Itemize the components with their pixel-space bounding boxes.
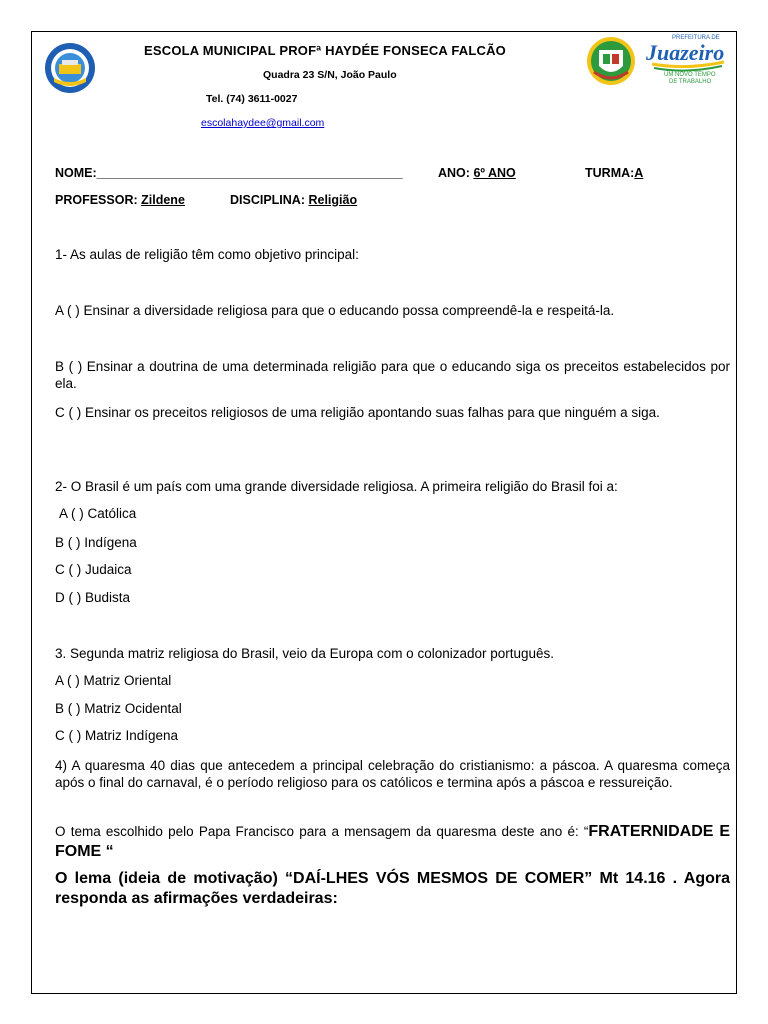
q3-option-b[interactable]: B ( ) Matriz Ocidental xyxy=(55,701,182,716)
school-name: ESCOLA MUNICIPAL PROFª HAYDÉE FONSECA FALCÃO xyxy=(144,43,506,58)
school-logo xyxy=(44,42,96,94)
q2-option-d[interactable]: D ( ) Budista xyxy=(55,590,131,605)
year-value: 6º ANO xyxy=(473,166,516,180)
year-field xyxy=(438,166,516,180)
q2-option-c[interactable]: C ( ) Judaica xyxy=(55,562,132,577)
city-brand-logo xyxy=(644,30,728,86)
subject-field xyxy=(230,193,357,207)
q4-theme xyxy=(55,822,730,862)
q1-prompt: 1- As aulas de religião têm como objetivo principal: xyxy=(55,247,359,262)
city-brand-name: Juazeiro xyxy=(646,40,725,65)
q3-option-a[interactable]: A ( ) Matriz Oriental xyxy=(55,673,172,688)
teacher-field xyxy=(55,193,185,207)
name-line[interactable] xyxy=(55,166,403,180)
q1-option-b[interactable]: B ( ) Ensinar a doutrina de uma determinada religião para que o educando siga os preceitos estabelecidos por ela. xyxy=(55,359,730,391)
teacher-value: Zildene xyxy=(141,193,185,207)
name-blank[interactable]: ____________________________________________ xyxy=(96,166,403,180)
q4-theme-intro: O tema escolhido pelo Papa Francisco para a mensagem da quaresma deste ano é: “ xyxy=(55,824,589,839)
city-brand-tagline-1: UM NOVO TEMPO xyxy=(664,72,716,78)
q2-option-a[interactable]: A ( ) Católica xyxy=(59,506,137,521)
name-label: NOME: xyxy=(55,166,97,180)
teacher-label: PROFESSOR: xyxy=(55,193,138,207)
q4-motto: O lema (ideia de motivação) “DAÍ-LHES VÓS MESMOS DE COMER” Mt 14.16 . Agora responda as afirmações verdadeiras: xyxy=(55,870,730,907)
city-brand-tagline-2: DE TRABALHO xyxy=(669,79,712,85)
q1-option-a[interactable]: A ( ) Ensinar a diversidade religiosa para que o educando possa compreendê-la e respeitá-la. xyxy=(55,303,615,318)
city-brand-top: PREFEITURA DE xyxy=(672,35,720,41)
school-address: Quadra 23 S/N, João Paulo xyxy=(263,69,397,81)
q2-prompt: 2- O Brasil é um país com uma grande diversidade religiosa. A primeira religião do Brasil foi a: xyxy=(55,479,618,494)
q3-option-c[interactable]: C ( ) Matriz Indígena xyxy=(55,728,179,743)
city-seal-icon xyxy=(586,36,636,86)
subject-label: DISCIPLINA: xyxy=(230,193,305,207)
school-email-link[interactable]: escolahaydee@gmail.com xyxy=(201,117,325,129)
class-value: A xyxy=(634,166,644,180)
class-label: TURMA: xyxy=(585,166,635,180)
q4-theme-value: FRATERNIDADE E FOME “ xyxy=(55,823,730,860)
class-field xyxy=(585,166,643,180)
subject-value: Religião xyxy=(308,193,358,207)
year-label: ANO: xyxy=(438,166,470,180)
school-phone: Tel. (74) 3611-0027 xyxy=(206,93,298,105)
q1-option-c[interactable]: C ( ) Ensinar os preceitos religiosos de uma religião apontando suas falhas para que ninguém a siga. xyxy=(55,405,660,420)
q4-text: 4) A quaresma 40 dias que antecedem a principal celebração do cristianismo: a páscoa. A quaresma começa após o final do carnaval, é o período religioso para os católicos e termina após a páscoa e ressureição. xyxy=(55,758,730,790)
q2-option-b[interactable]: B ( ) Indígena xyxy=(55,535,137,550)
q3-prompt: 3. Segunda matriz religiosa do Brasil, veio da Europa com o colonizador português. xyxy=(55,646,555,661)
